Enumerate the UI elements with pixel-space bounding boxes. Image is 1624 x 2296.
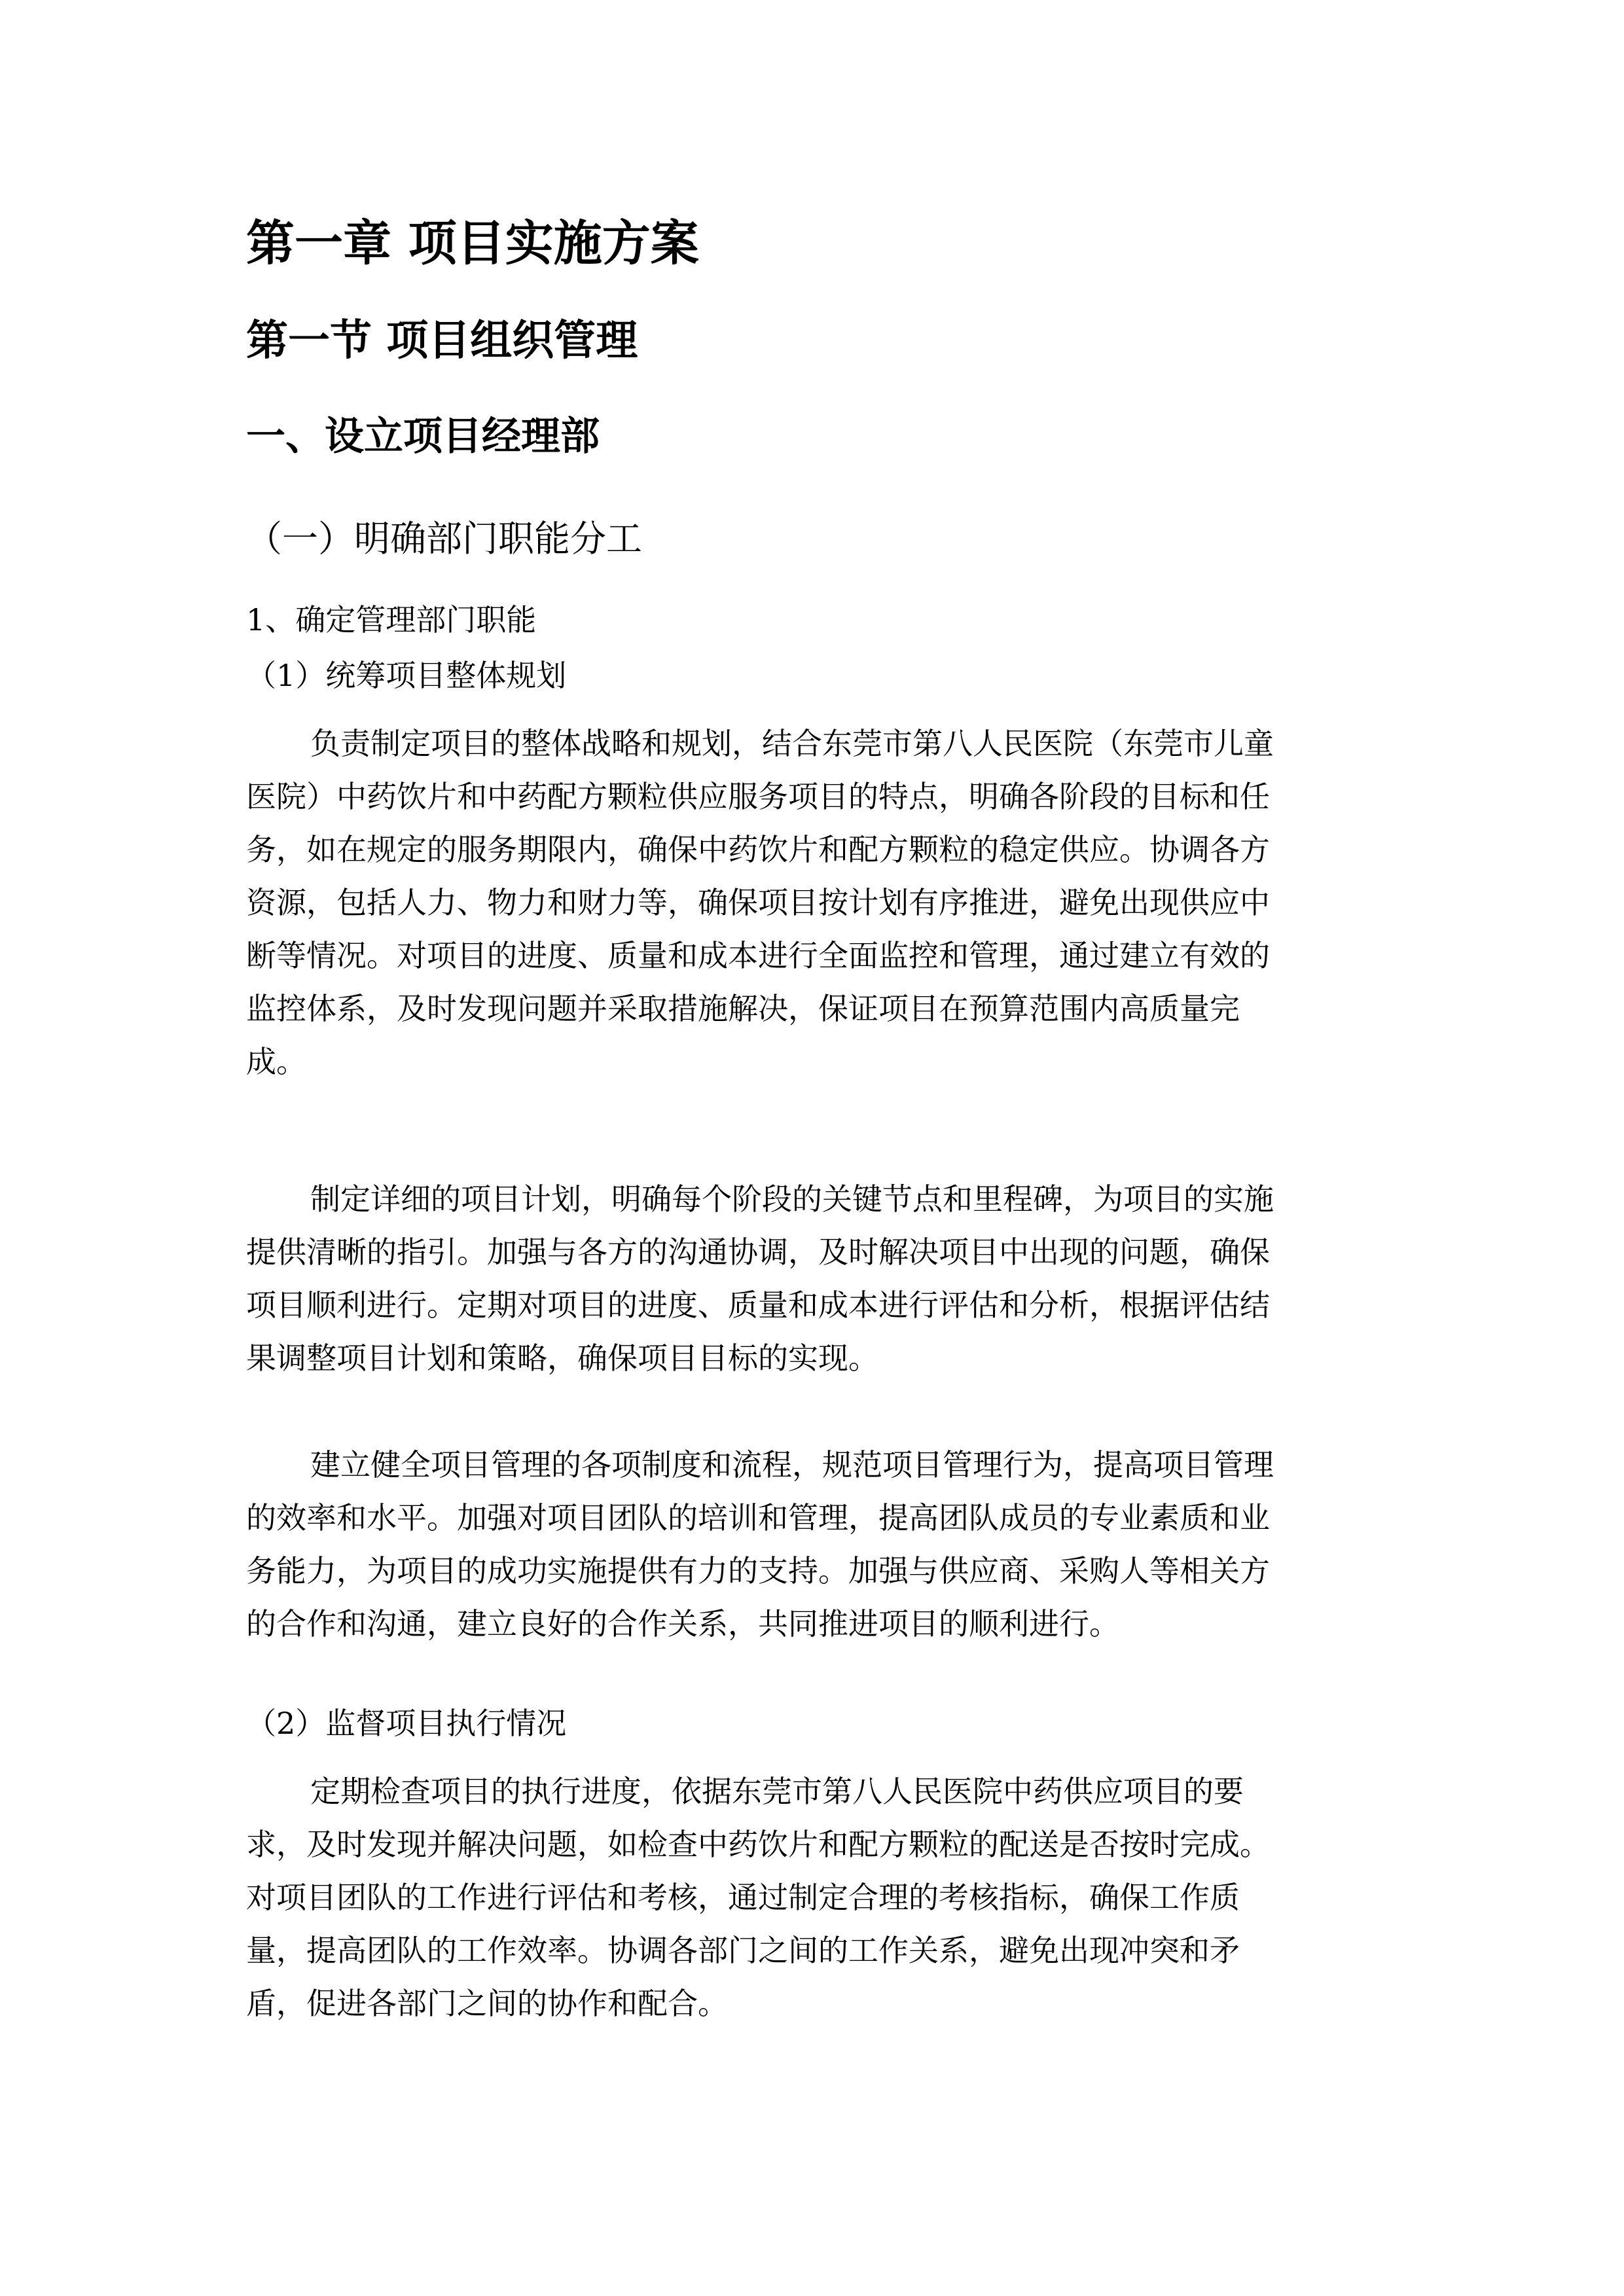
paragraph-line: 务能力，为项目的成功实施提供有力的支持。加强与供应商、采购人等相关方 xyxy=(246,1553,1270,1588)
paragraph-line: 负责制定项目的整体战略和规划，结合东莞市第八人民医院（东莞市儿童 xyxy=(310,726,1274,761)
paragraph-line: 求，及时发现并解决问题，如检查中药饮片和配方颗粒的配送是否按时完成。 xyxy=(246,1827,1270,1862)
item-1-1-title: （1）统筹项目整体规划 xyxy=(246,658,567,693)
section-title: 第一节 项目组织管理 xyxy=(246,316,638,365)
paragraph-line: 项目顺利进行。定期对项目的进度、质量和成本进行评估和分析，根据评估结 xyxy=(246,1287,1270,1323)
item-1-title: 1、确定管理部门职能 xyxy=(246,602,537,637)
subsection-title: 一、设立项目经理部 xyxy=(246,414,600,459)
paragraph-line: 监控体系，及时发现问题并采取措施解决，保证项目在预算范围内高质量完 xyxy=(246,991,1240,1026)
paragraph-line: 定期检查项目的执行进度，依据东莞市第八人民医院中药供应项目的要 xyxy=(310,1774,1244,1809)
paragraph-line: 对项目团队的工作进行评估和考核，通过制定合理的考核指标，确保工作质 xyxy=(246,1880,1240,1915)
chapter-title: 第一章 项目实施方案 xyxy=(246,215,699,272)
paragraph-4 xyxy=(246,1765,1372,2030)
paragraph-line: 盾，促进各部门之间的协作和配合。 xyxy=(246,1986,728,2021)
paragraph-line: 医院）中药饮片和中药配方颗粒供应服务项目的特点，明确各阶段的目标和任 xyxy=(246,779,1270,814)
paragraph-line: 成。 xyxy=(246,1044,306,1079)
paragraph-1 xyxy=(246,717,1372,1088)
item-1-2-title: （2）监督项目执行情况 xyxy=(246,1706,567,1741)
paragraph-line: 资源，包括人力、物力和财力等，确保项目按计划有序推进，避免出现供应中 xyxy=(246,885,1270,920)
paragraph-line: 制定详细的项目计划，明确每个阶段的关键节点和里程碑，为项目的实施 xyxy=(310,1181,1274,1217)
paragraph-line: 断等情况。对项目的进度、质量和成本进行全面监控和管理，通过建立有效的 xyxy=(246,938,1270,973)
paragraph-line: 的效率和水平。加强对项目团队的培训和管理，提高团队成员的专业素质和业 xyxy=(246,1500,1270,1535)
paragraph-line: 提供清晰的指引。加强与各方的沟通协调，及时解决项目中出现的问题，确保 xyxy=(246,1234,1270,1270)
paragraph-line: 建立健全项目管理的各项制度和流程，规范项目管理行为，提高项目管理 xyxy=(310,1447,1274,1482)
paragraph-line: 的合作和沟通，建立良好的合作关系，共同推进项目的顺利进行。 xyxy=(246,1606,1119,1641)
paragraph-line: 务，如在规定的服务期限内，确保中药饮片和配方颗粒的稳定供应。协调各方 xyxy=(246,832,1270,867)
paragraph-line: 果调整项目计划和策略，确保项目目标的实现。 xyxy=(246,1340,878,1376)
sub-subsection-title: （一）明确部门职能分工 xyxy=(246,518,643,560)
paragraph-line: 量，提高团队的工作效率。协调各部门之间的工作关系，避免出现冲突和矛 xyxy=(246,1933,1240,1968)
paragraph-3 xyxy=(246,1439,1372,1651)
paragraph-2 xyxy=(246,1173,1372,1385)
